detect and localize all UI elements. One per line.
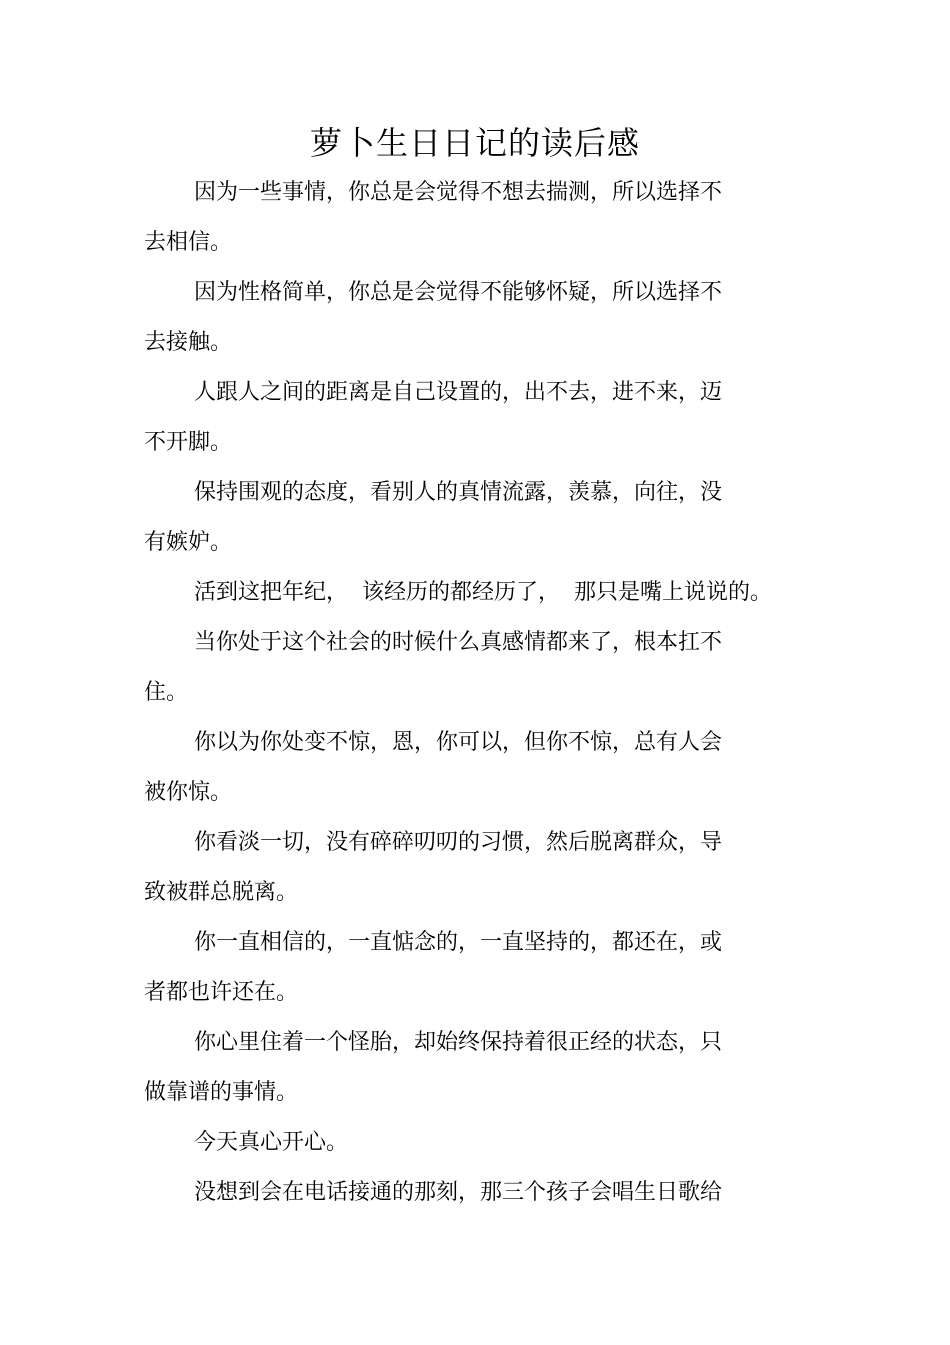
paragraph-line: 有嫉妒。 <box>144 530 233 555</box>
paragraph-line: 因为性格简单，你总是会觉得不能够怀疑，所以选择不 <box>194 280 723 305</box>
paragraph-line: 人跟人之间的距离是自己设置的，出不去，进不来，迈 <box>194 380 723 405</box>
paragraph-line: 你心里住着一个怪胎，却始终保持着很正经的状态，只 <box>194 1030 723 1055</box>
paragraph-line: 去接触。 <box>144 330 233 355</box>
paragraph-line: 不开脚。 <box>144 430 233 455</box>
paragraph-line: 今天真心开心。 <box>194 1130 349 1155</box>
paragraph-line: 被你惊。 <box>144 780 233 805</box>
paragraph-line: 住。 <box>144 680 189 705</box>
paragraph-line: 你以为你处变不惊，恩，你可以，但你不惊，总有人会 <box>194 730 723 755</box>
paragraph-line: 没想到会在电话接通的那刻，那三个孩子会唱生日歌给 <box>194 1180 723 1205</box>
paragraph-line: 当你处于这个社会的时候什么真感情都来了，根本扛不 <box>194 630 723 655</box>
paragraph-line: 者都也许还在。 <box>144 980 299 1005</box>
paragraph-line: 因为一些事情，你总是会觉得不想去揣测，所以选择不 <box>194 180 723 205</box>
paragraph-line: 活到这把年纪， 该经历的都经历了， 那只是嘴上说说的。 <box>194 580 772 605</box>
paragraph-line: 做靠谱的事情。 <box>144 1080 299 1105</box>
paragraph-line: 你一直相信的，一直惦念的，一直坚持的，都还在，或 <box>194 930 723 955</box>
document-title: 萝卜生日日记的读后感 <box>309 124 640 162</box>
paragraph-line: 致被群总脱离。 <box>144 880 299 905</box>
paragraph-line: 你看淡一切，没有碎碎叨叨的习惯，然后脱离群众，导 <box>194 830 723 855</box>
paragraph-line: 保持围观的态度，看别人的真情流露，羡慕，向往，没 <box>194 480 723 505</box>
paragraph-line: 去相信。 <box>144 230 233 255</box>
